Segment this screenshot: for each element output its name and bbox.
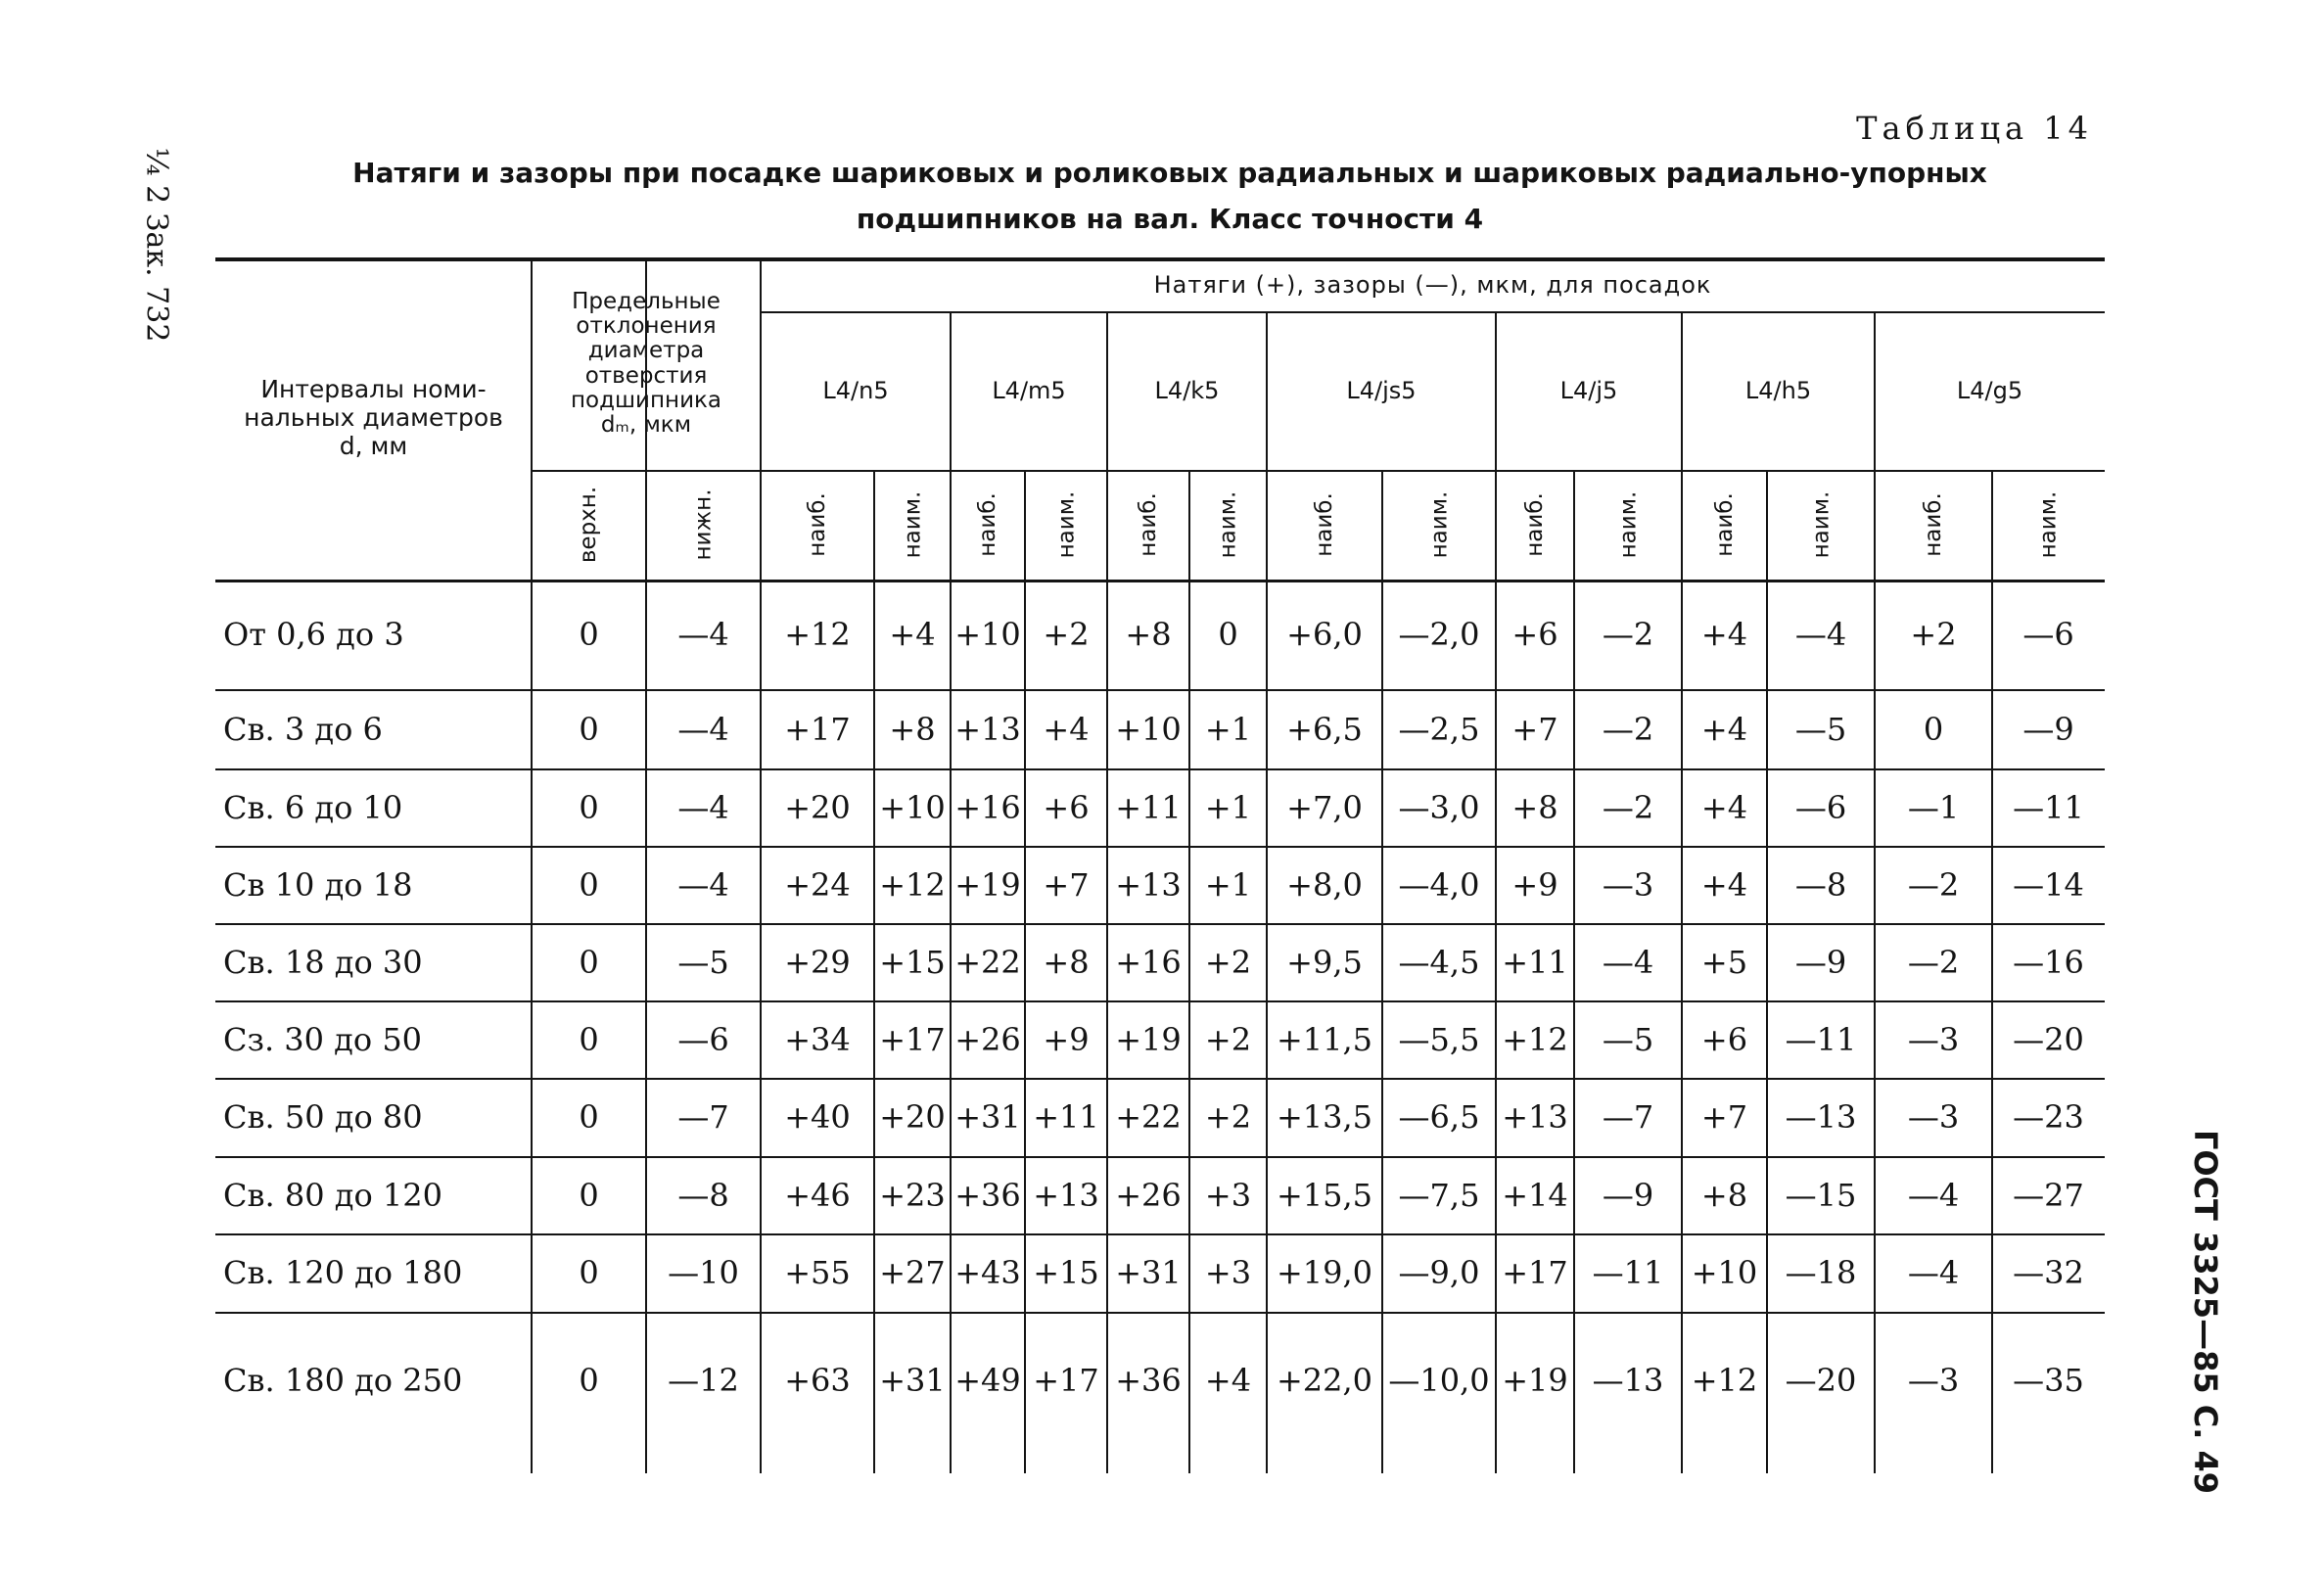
header-fit-min: [1025, 470, 1107, 580]
table-cell: +7,0: [1286, 788, 1363, 826]
header-fit-max: [1875, 470, 1992, 580]
table-cell: 0: [579, 865, 599, 904]
table-cell: +4: [1043, 710, 1090, 748]
table-cell: +4: [1700, 710, 1748, 748]
table-cell: —5,5: [1398, 1020, 1480, 1058]
table-cell: —4: [677, 865, 729, 904]
table-cell: —3: [1907, 1098, 1960, 1136]
table-cell: —7,5: [1398, 1176, 1480, 1214]
table-cell: +10: [1691, 1254, 1758, 1291]
table-cell: +12: [784, 616, 851, 653]
table-cell: +2: [1204, 1020, 1252, 1058]
row-label: Св. 18 до 30: [223, 943, 423, 981]
table-cell: +11: [1502, 943, 1568, 981]
table-cell: —7: [677, 1098, 729, 1136]
table-cell: +10: [1115, 710, 1182, 748]
header-fit-min: [1189, 470, 1267, 580]
header-sub-label: наим.: [1215, 490, 1241, 559]
header-fit-min: [1382, 470, 1496, 580]
table-cell: +26: [1115, 1176, 1182, 1214]
table-cell: —2,0: [1398, 616, 1480, 653]
table-cell: —11: [1785, 1020, 1857, 1058]
header-fit-6: L4/g5: [1956, 376, 2023, 404]
table-cell: —2,5: [1398, 710, 1480, 748]
table-cell: +31: [1115, 1254, 1182, 1291]
table-cell: +4: [1700, 865, 1748, 904]
table-cell: +22: [954, 943, 1021, 981]
table-cell: +8,0: [1286, 865, 1363, 904]
row-label: Св. 6 до 10: [223, 788, 403, 826]
table-cell: —6,5: [1398, 1098, 1480, 1136]
table-cell: —11: [1592, 1254, 1664, 1291]
header-fit-max: [1682, 470, 1767, 580]
table-cell: 0: [579, 1020, 599, 1058]
table-cell: —2: [1602, 616, 1654, 653]
table-title-line1: Натяги и зазоры при посадке шариковых и роликовых радиальных и шариковых радиально-упорных: [352, 157, 1987, 189]
header-fit-1: L4/m5: [992, 376, 1066, 404]
table-cell: +27: [879, 1254, 946, 1291]
table-cell: —8: [677, 1176, 729, 1214]
table-cell: +2: [1204, 1098, 1252, 1136]
table-cell: —2: [1602, 788, 1654, 826]
table-cell: +4: [1700, 616, 1748, 653]
table-cell: +8: [1700, 1176, 1748, 1214]
table-cell: —5: [677, 943, 729, 981]
table-cell: +2: [1043, 616, 1090, 653]
table-cell: —7: [1602, 1098, 1654, 1136]
header-dev-upper-label: верхн.: [576, 486, 602, 564]
table-cell: +13: [1502, 1098, 1568, 1136]
table-cell: —12: [668, 1362, 739, 1399]
table-cell: —9: [1794, 943, 1847, 981]
table-cell: +1: [1204, 865, 1252, 904]
header-sub-label: наиб.: [1311, 492, 1337, 557]
table-cell: +22: [1115, 1098, 1182, 1136]
table-cell: —4: [677, 710, 729, 748]
table-cell: +10: [954, 616, 1021, 653]
table-cell: +4: [1700, 788, 1748, 826]
row-label: Св. 3 до 6: [223, 710, 383, 748]
table-cell: +19: [1115, 1020, 1182, 1058]
table-cell: +31: [879, 1362, 946, 1399]
table-cell: —4: [677, 616, 729, 653]
table-cell: —2: [1602, 710, 1654, 748]
table-cell: —9: [1602, 1176, 1654, 1214]
table-cell: +17: [1033, 1362, 1099, 1399]
table-cell: +8: [1043, 943, 1090, 981]
table-cell: +6: [1511, 616, 1558, 653]
table-cell: —10: [668, 1254, 739, 1291]
table-cell: +12: [879, 865, 946, 904]
table-cell: 0: [579, 943, 599, 981]
table-cell: +5: [1700, 943, 1748, 981]
header-fit-max: [951, 470, 1025, 580]
table-cell: —4: [677, 788, 729, 826]
table-cell: +20: [784, 788, 851, 826]
table-cell: +17: [784, 710, 851, 748]
table-cell: +2: [1910, 616, 1957, 653]
header-dev-upper: [532, 470, 646, 580]
table-cell: +11: [1033, 1098, 1099, 1136]
table-cell: —32: [2013, 1254, 2084, 1291]
table-cell: —3,0: [1398, 788, 1480, 826]
table-cell: —2: [1907, 943, 1960, 981]
table-cell: +6,5: [1286, 710, 1363, 748]
table-cell: 0: [579, 1098, 599, 1136]
table-cell: —4: [1907, 1254, 1960, 1291]
table-cell: +15: [1033, 1254, 1099, 1291]
table-cell: +20: [879, 1098, 946, 1136]
header-fit-min: [874, 470, 951, 580]
table-cell: —20: [1785, 1362, 1857, 1399]
header-fit-2: L4/k5: [1154, 376, 1220, 404]
table-cell: 0: [579, 1362, 599, 1399]
header-sub-label: наиб.: [974, 492, 1000, 557]
table-cell: —8: [1794, 865, 1847, 904]
table-cell: +11,5: [1276, 1020, 1373, 1058]
table-number: Таблица 14: [1856, 110, 2093, 147]
header-fit-min: [1767, 470, 1875, 580]
table-cell: —13: [1592, 1362, 1664, 1399]
table-cell: +14: [1502, 1176, 1568, 1214]
header-interval: Интервалы номи- нальных диаметров d, мм: [244, 375, 503, 460]
table-cell: —27: [2013, 1176, 2084, 1214]
row-label: Св. 80 до 120: [223, 1176, 442, 1214]
header-sub-label: наиб.: [1711, 492, 1738, 557]
table-cell: 0: [579, 1176, 599, 1214]
table-cell: 0: [579, 788, 599, 826]
table-cell: —13: [1785, 1098, 1857, 1136]
table-cell: —3: [1602, 865, 1654, 904]
table-cell: +31: [954, 1098, 1021, 1136]
table-cell: +9: [1511, 865, 1558, 904]
table-cell: +24: [784, 865, 851, 904]
table-cell: +10: [879, 788, 946, 826]
table-cell: +7: [1511, 710, 1558, 748]
header-fit-min: [1574, 470, 1682, 580]
table-cell: +49: [954, 1362, 1021, 1399]
row-label: От 0,6 до 3: [223, 616, 404, 653]
row-label: Св. 50 до 80: [223, 1098, 423, 1136]
table-cell: +16: [1115, 943, 1182, 981]
table-cell: —2: [1907, 865, 1960, 904]
header-sub-label: наиб.: [1521, 492, 1548, 557]
table-cell: 0: [1923, 710, 1944, 748]
table-cell: +1: [1204, 710, 1252, 748]
table-cell: +63: [784, 1362, 851, 1399]
table-cell: 0: [1218, 616, 1238, 653]
table-cell: —9,0: [1398, 1254, 1480, 1291]
table-cell: —15: [1785, 1176, 1857, 1214]
table-cell: +29: [784, 943, 851, 981]
header-sub-label: наим.: [1053, 490, 1079, 559]
header-sub-label: наиб.: [1135, 492, 1161, 557]
table-cell: +4: [1204, 1362, 1252, 1399]
table-cell: —11: [2013, 788, 2084, 826]
header-deviation: Предельные отклонения диаметра отверстия подшипника dₘ, мкм: [570, 288, 721, 439]
table-cell: —4: [1907, 1176, 1960, 1214]
table-cell: +17: [1502, 1254, 1568, 1291]
header-fit-4: L4/j5: [1559, 376, 1618, 404]
table-cell: —4: [1602, 943, 1654, 981]
header-fit-max: [1496, 470, 1574, 580]
table-cell: +6,0: [1286, 616, 1363, 653]
header-dev-lower-label: нижн.: [690, 488, 717, 561]
table-cell: —4,0: [1398, 865, 1480, 904]
table-cell: +6: [1043, 788, 1090, 826]
row-label: Св 10 до 18: [223, 865, 413, 904]
header-sub-label: наиб.: [804, 492, 830, 557]
table-cell: +13: [954, 710, 1021, 748]
table-cell: +13: [1115, 865, 1182, 904]
table-cell: +8: [1125, 616, 1172, 653]
table-cell: +7: [1043, 865, 1090, 904]
order-note: ¼ 2 Зак. 732: [139, 147, 174, 343]
table-cell: +2: [1204, 943, 1252, 981]
table-cell: +12: [1502, 1020, 1568, 1058]
table-cell: +15,5: [1276, 1176, 1373, 1214]
table-cell: —6: [1794, 788, 1847, 826]
table-cell: +19: [954, 865, 1021, 904]
table-cell: +8: [1511, 788, 1558, 826]
table-cell: +19: [1502, 1362, 1568, 1399]
table-cell: +12: [1691, 1362, 1758, 1399]
table-cell: —5: [1602, 1020, 1654, 1058]
standard-page-ref: ГОСТ 3325—85 С. 49: [2187, 1129, 2224, 1495]
header-dev-lower: [646, 470, 761, 580]
table-cell: +1: [1204, 788, 1252, 826]
table-cell: —5: [1794, 710, 1847, 748]
header-sub-label: наим.: [1808, 490, 1834, 559]
header-fit-5: L4/h5: [1744, 376, 1812, 404]
table-cell: —23: [2013, 1098, 2084, 1136]
header-fit-0: L4/n5: [822, 376, 889, 404]
table-cell: +46: [784, 1176, 851, 1214]
header-sub-label: наим.: [2035, 490, 2062, 559]
table-cell: +55: [784, 1254, 851, 1291]
header-fit-max: [761, 470, 874, 580]
header-fit-group: Натяги (+), зазоры (—), мкм, для посадок: [1153, 270, 1712, 299]
header-sub-label: наим.: [1426, 490, 1452, 559]
table-cell: —6: [677, 1020, 729, 1058]
table-cell: +8: [889, 710, 936, 748]
table-cell: +36: [954, 1176, 1021, 1214]
table-cell: +19,0: [1276, 1254, 1373, 1291]
table-cell: 0: [579, 1254, 599, 1291]
table-cell: +15: [879, 943, 946, 981]
table-cell: +7: [1700, 1098, 1748, 1136]
table-cell: 0: [579, 710, 599, 748]
table-cell: 0: [579, 616, 599, 653]
header-fit-max: [1107, 470, 1189, 580]
table-cell: —3: [1907, 1020, 1960, 1058]
table-cell: +36: [1115, 1362, 1182, 1399]
header-sub-label: наиб.: [1920, 492, 1946, 557]
table-cell: +13: [1033, 1176, 1099, 1214]
table-cell: —6: [2022, 616, 2074, 653]
table-cell: —9: [2022, 710, 2074, 748]
table-cell: +16: [954, 788, 1021, 826]
table-cell: +40: [784, 1098, 851, 1136]
table-cell: —35: [2013, 1362, 2084, 1399]
table-cell: +26: [954, 1020, 1021, 1058]
row-label: Сз. 30 до 50: [223, 1020, 423, 1058]
table-cell: —4,5: [1398, 943, 1480, 981]
table-cell: +34: [784, 1020, 851, 1058]
table-cell: —1: [1907, 788, 1960, 826]
table-cell: —4: [1794, 616, 1847, 653]
table-cell: +9: [1043, 1020, 1090, 1058]
header-sub-label: наим.: [1615, 490, 1641, 559]
table-cell: +4: [889, 616, 936, 653]
table-cell: +23: [879, 1176, 946, 1214]
header-sub-label: наим.: [900, 490, 925, 559]
row-label: Св. 120 до 180: [223, 1254, 463, 1291]
header-fit-3: L4/js5: [1346, 376, 1417, 404]
table-cell: +13,5: [1276, 1098, 1373, 1136]
table-title-line2: подшипников на вал. Класс точности 4: [856, 203, 1484, 235]
table-cell: —3: [1907, 1362, 1960, 1399]
table-cell: +6: [1700, 1020, 1748, 1058]
header-fit-max: [1267, 470, 1382, 580]
row-label: Св. 180 до 250: [223, 1362, 463, 1399]
table-cell: —18: [1785, 1254, 1857, 1291]
table-cell: +3: [1204, 1176, 1252, 1214]
header-fit-min: [1992, 470, 2105, 580]
table-cell: +11: [1115, 788, 1182, 826]
table-cell: +17: [879, 1020, 946, 1058]
table-cell: +3: [1204, 1254, 1252, 1291]
table-cell: —20: [2013, 1020, 2084, 1058]
table-cell: +9,5: [1286, 943, 1363, 981]
table-cell: —10,0: [1388, 1362, 1490, 1399]
table-cell: +22,0: [1276, 1362, 1373, 1399]
table-cell: +43: [954, 1254, 1021, 1291]
table-cell: —16: [2013, 943, 2084, 981]
table-cell: —14: [2013, 865, 2084, 904]
